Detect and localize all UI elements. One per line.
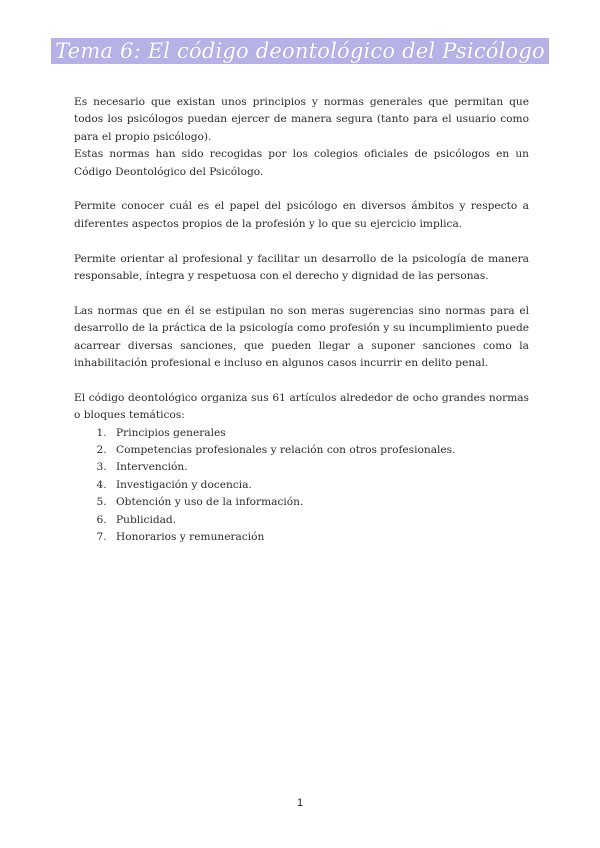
page-title: Tema 6: El código deontológico del Psicólogo: [51, 38, 549, 64]
paragraph-intro: Es necesario que existan unos principios y normas generales que permitan que todos los psicólogos puedan ejercer de manera segura (tanto para el usuario como para el propio psicólogo).: [74, 96, 529, 143]
list-item: 1. Principios generales: [110, 425, 529, 442]
list-item: 4. Investigación y docencia.: [110, 477, 529, 494]
list-item: 6. Publicidad.: [110, 512, 529, 529]
paragraph-norms: Las normas que en él se estipulan no son meras sugerencias sino normas para el desarrollo de la práctica de la psicología como profesión y su incumplimiento puede acarrear diversas sanciones, que pueden llegar a suponer sanciones como la inhabilitación profesional e incluso en algunos casos incurrir en delito penal.: [74, 304, 529, 370]
thematic-blocks-list: [74, 425, 529, 547]
list-item: 7. Honorarios y remuneración: [110, 529, 529, 546]
list-item: 2. Competencias profesionales y relación con otros profesionales.: [110, 442, 529, 459]
paragraph-blocks: El código deontológico organiza sus 61 artículos alrededor de ocho grandes normas o bloques temáticos:: [74, 391, 529, 422]
paragraph-role: Permite conocer cuál es el papel del psicólogo en diversos ámbitos y respecto a diferentes aspectos propios de la profesión y lo que su ejercicio implica.: [74, 200, 529, 230]
list-item: 5. Obtención y uso de la información.: [110, 494, 529, 511]
title-container: [0, 38, 600, 64]
paragraph-orientation: Permite orientar al profesional y facilitar un desarrollo de la psicología de manera responsable, íntegra y respetuosa con el derecho y dignidad de las personas.: [74, 252, 529, 283]
list-item: 3. Intervención.: [110, 459, 529, 476]
paragraph-code: Estas normas han sido recogidas por los colegios oficiales de psicólogos en un Código Deontológico del Psicólogo.: [74, 148, 529, 178]
document-body: [74, 94, 529, 547]
page-number: 1: [296, 797, 304, 809]
